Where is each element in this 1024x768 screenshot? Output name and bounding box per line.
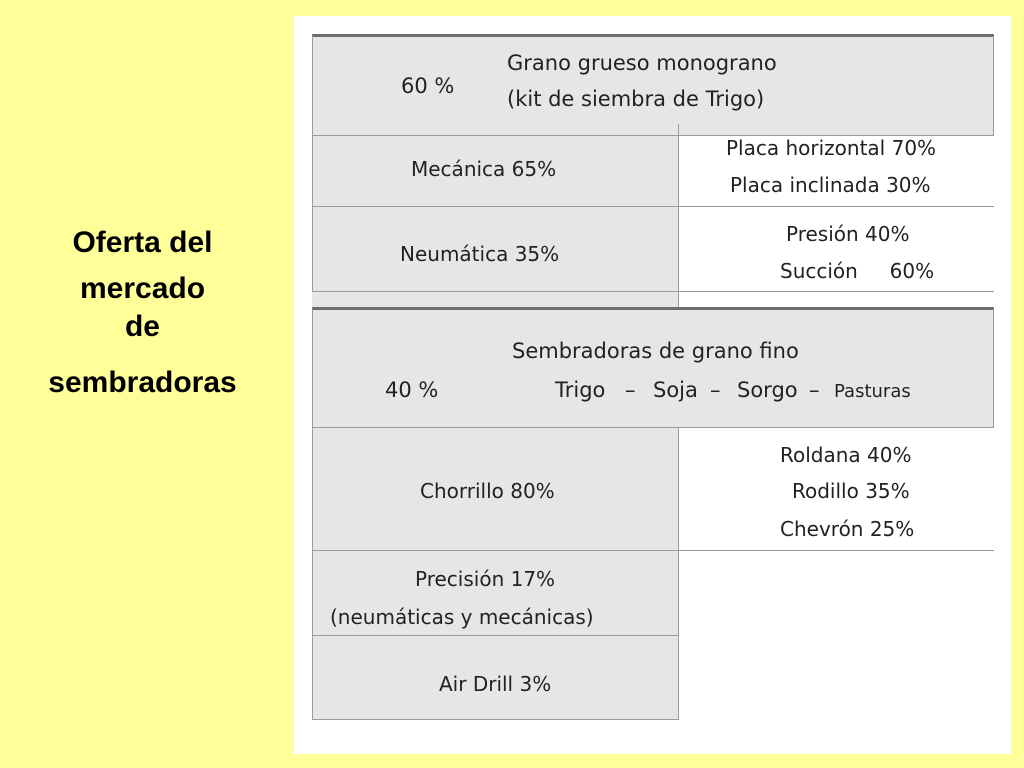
fine-crop-4: Pasturas (834, 381, 911, 402)
fine-row-1-detail-3: Chevrón 25% (780, 517, 915, 541)
fine-row-divider-2 (312, 635, 678, 636)
fine-row-2-type: Precisión 17% (415, 567, 556, 591)
fine-title: Sembradoras de grano fino (512, 339, 799, 363)
slide-title (0, 228, 285, 398)
coarse-bottom-rule (312, 291, 994, 292)
fine-crop-3: Sorgo (737, 378, 798, 402)
fine-row-1-detail-2: Rodillo 35% (792, 479, 910, 503)
fine-dash-1: – (625, 378, 636, 402)
coarse-percent: 60 % (401, 74, 455, 98)
coarse-row-2-detail-1: Presión 40% (786, 222, 910, 246)
coarse-row-2-type: Neumática 35% (400, 242, 560, 266)
fine-row-2-subtitle: (neumáticas y mecánicas) (330, 605, 594, 629)
coarse-row-1-detail-1: Placa horizontal 70% (726, 136, 937, 160)
coarse-row-1-detail-2: Placa inclinada 30% (730, 173, 931, 197)
coarse-subtitle: (kit de siembra de Trigo) (507, 87, 765, 111)
fine-row-1-type: Chorrillo 80% (420, 479, 555, 503)
coarse-header (312, 34, 994, 136)
coarse-title: Grano grueso monograno (507, 51, 777, 75)
fine-column-divider (678, 428, 679, 720)
coarse-row-divider (312, 206, 994, 207)
title-line-2: mercado (79, 272, 206, 305)
title-line-3: de (124, 310, 160, 343)
title-line-1: Oferta del (72, 226, 213, 259)
fine-left-edge (312, 428, 313, 720)
table-panel (294, 16, 1011, 754)
fine-crop-2: Soja (653, 378, 698, 402)
coarse-row-2-detail-2: Succión 60% (780, 259, 935, 283)
fine-header (312, 307, 994, 428)
fine-row-divider-1 (312, 550, 994, 551)
fine-crop-1: Trigo (555, 378, 606, 402)
fine-percent: 40 % (385, 378, 439, 402)
fine-row-1-detail-1: Roldana 40% (780, 443, 912, 467)
coarse-column-divider (678, 124, 679, 308)
coarse-left-edge (312, 124, 313, 292)
coarse-row-1-type: Mecánica 65% (411, 157, 557, 181)
title-line-4: sembradoras (48, 366, 237, 399)
fine-dash-2: – (710, 378, 721, 402)
fine-row-3-type: Air Drill 3% (439, 672, 552, 696)
fine-dash-3: – (809, 378, 820, 402)
fine-bottom-rule (312, 719, 678, 720)
